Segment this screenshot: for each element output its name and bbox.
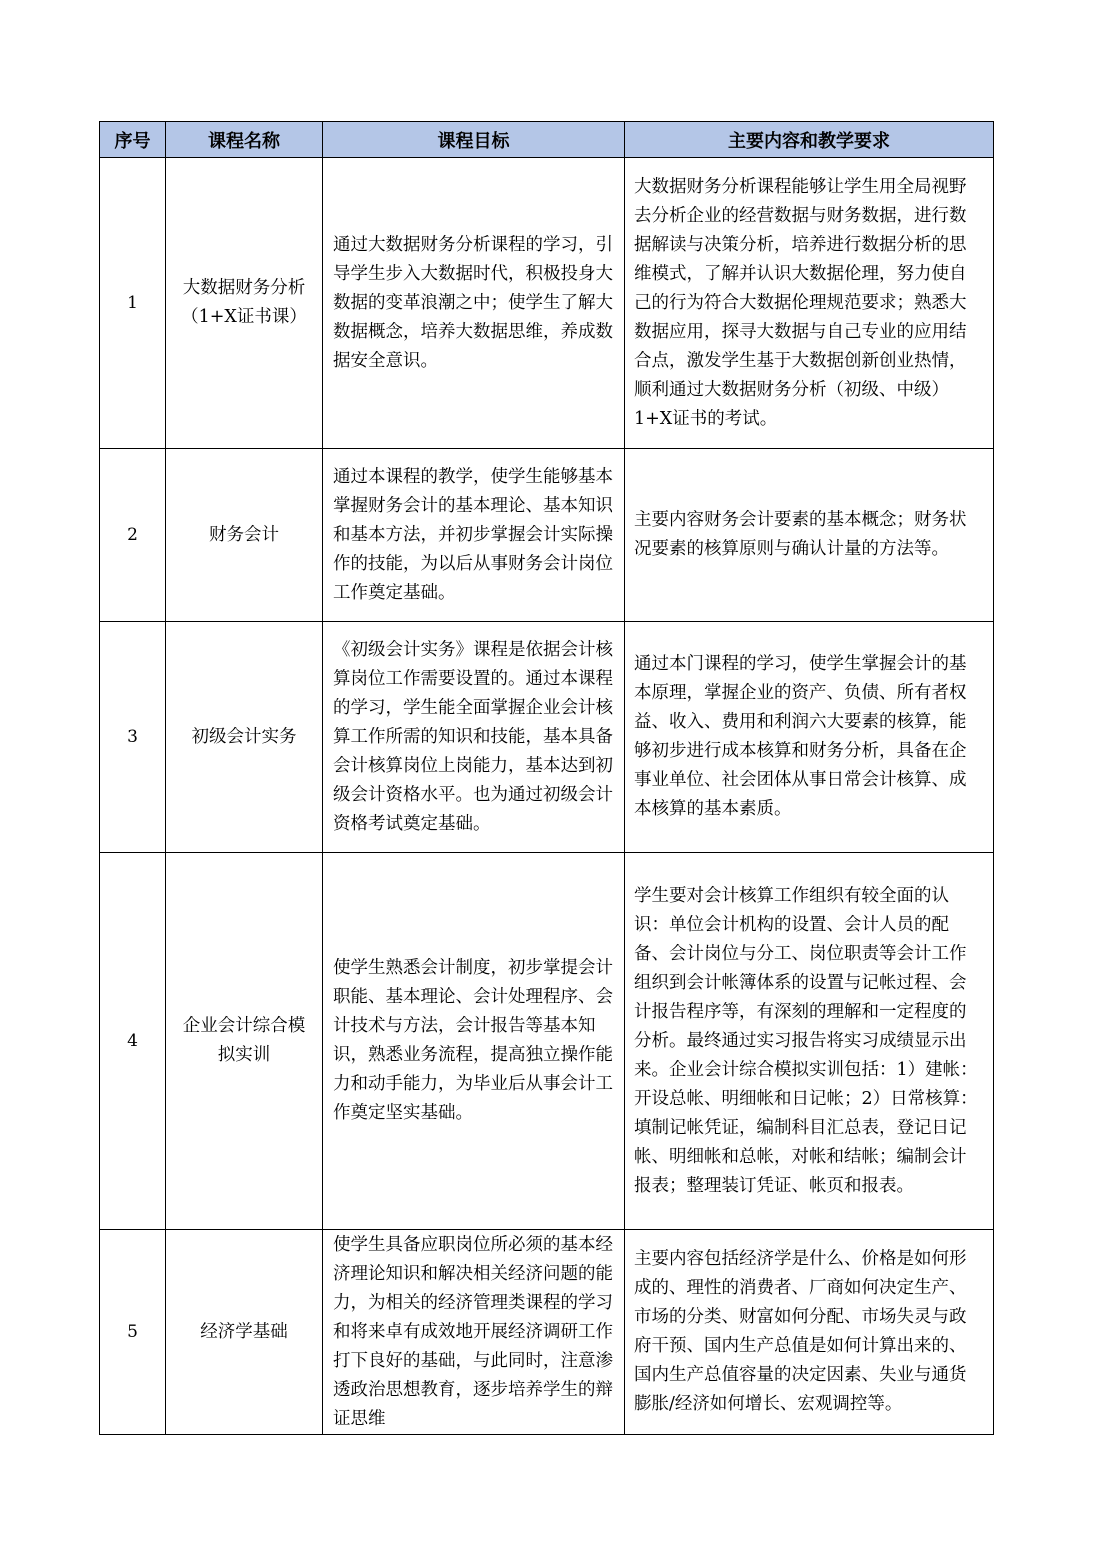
header-course-goal: 课程目标 [323,122,625,158]
course-goal-text: 使学生熟悉会计制度，初步掌提会计职能、基本理论、会计处理程序、会计技术与方法，会计报告等基本知识，熟悉业务流程，提高独立操作能力和动手能力，为毕业后从事会计工作奠定坚实基础。 [333,958,613,1123]
course-content-text: 主要内容包括经济学是什么、价格是如何形成的、理性的消费者、厂商如何决定生产、市场的分类、财富如何分配、市场失灵与政府干预、国内生产总值是如何计算出来的、国内生产总值容量的决定因素、失业与通货膨胀/经济如何增长、宏观调控等。 [634,1249,967,1414]
course-goal [323,622,625,853]
header-course-name: 课程名称 [166,122,323,158]
course-name-line: 经济学基础 [200,1321,288,1342]
row-number: 2 [100,449,166,622]
course-name [166,158,323,449]
course-content [625,1230,994,1435]
course-name [166,853,323,1230]
table-row [100,1230,994,1435]
course-goal-text: 使学生具备应职岗位所必须的基本经济理论知识和解决相关经济问题的能力，为相关的经济管理类课程的学习和将来卓有成效地开展经济调研工作打下良好的基础，与此同时，注意渗透政治思想教育，逐步培养学生的辩证思维 [333,1234,613,1429]
row-number: 1 [100,158,166,449]
row-number: 4 [100,853,166,1230]
course-content [625,622,994,853]
course-content-text: 通过本门课程的学习，使学生掌握会计的基本原理，掌握企业的资产、负债、所有者权益、收入、费用和利润六大要素的核算，能够初步进行成本核算和财务分析，具备在企事业单位、社会团体从事日常会计核算、成本核算的基本素质。 [634,654,967,819]
course-name-line: 财务会计 [209,524,279,545]
course-goal-text: 通过本课程的教学，使学生能够基本掌握财务会计的基本理论、基本知识和基本方法，并初步掌握会计实际操作的技能，为以后从事财务会计岗位工作奠定基础。 [333,466,613,603]
course-content [625,449,994,622]
table-row [100,449,994,622]
course-name [166,622,323,853]
table-header-row [100,122,994,158]
table-row [100,853,994,1230]
course-goal-text: 《初级会计实务》课程是依据会计核算岗位工作需要设置的。通过本课程的学习，学生能全面掌握企业会计核算工作所需的知识和技能，基本具备会计核算岗位上岗能力，基本达到初级会计资格水平。也为通过初级会计资格考试奠定基础。 [333,639,613,834]
course-table [99,121,994,1435]
table-row [100,622,994,853]
course-name-line: 企业会计综合模 [182,1016,306,1036]
row-number: 3 [100,622,166,853]
course-content-text: 大数据财务分析课程能够让学生用全局视野去分析企业的经营数据与财务数据，进行数据解读与决策分析，培养进行数据分析的思维模式，了解并认识大数据伦理，努力使自己的行为符合大数据伦理规范要求；熟悉大数据应用，探寻大数据与自己专业的应用结合点，激发学生基于大数据创新创业热情，顺利通过大数据财务分析（初级、中级）1+X证书的考试。 [634,176,967,429]
course-content-text: 学生要对会计核算工作组织有较全面的认识：单位会计机构的设置、会计人员的配备、会计岗位与分工、岗位职责等会计工作组织到会计帐簿体系的设置与记帐过程、会计报告程序等，有深刻的理解和一定程度的分析。最终通过实习报告将实习成绩显示出来。企业会计综合模拟实训包括：1）建帐：开设总帐、明细帐和日记帐；2）日常核算：填制记帐凭证，编制科目汇总表，登记日记帐、明细帐和总帐，对帐和结帐；编制会计报表；整理装订凭证、帐页和报表。 [634,885,978,1196]
course-goal [323,449,625,622]
row-number: 5 [100,1230,166,1435]
course-goal [323,1230,625,1435]
course-name [166,449,323,622]
course-content-text: 主要内容财务会计要素的基本概念；财务状况要素的核算原则与确认计量的方法等。 [634,510,967,559]
table-row [100,158,994,449]
course-goal-text: 通过大数据财务分析课程的学习，引导学生步入大数据时代，积极投身大数据的变革浪潮之中；使学生了解大数据概念，培养大数据思维，养成数据安全意识。 [333,234,613,371]
course-name-line: 初级会计实务 [191,726,297,747]
course-name-line: 拟实训 [217,1045,271,1065]
header-main-content: 主要内容和教学要求 [625,122,994,158]
course-content [625,853,994,1230]
header-no: 序号 [100,122,166,158]
course-name-line: 大数据财务分析 [182,278,306,298]
course-name-line: （1+X证书课） [181,307,307,327]
course-goal [323,853,625,1230]
course-name [166,1230,323,1435]
course-goal [323,158,625,449]
course-content [625,158,994,449]
